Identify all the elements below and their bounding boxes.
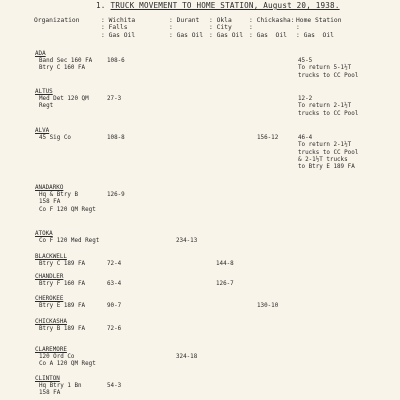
home-station-value: To return 2-1½T xyxy=(298,142,352,149)
wichita-falls-value: 27-3 xyxy=(107,96,122,103)
town-name: ADA xyxy=(35,51,46,57)
header-organization: Organization xyxy=(34,17,80,24)
town-name: CHICKASHA xyxy=(35,319,67,325)
unit-name: 45 Sig Co xyxy=(39,135,71,142)
unit-name: Btry B 189 FA xyxy=(39,326,86,333)
unit-name: Regt xyxy=(39,103,54,110)
header-okla-city: : Okla : City : Gas Oil xyxy=(209,17,244,39)
town-name: ALTUS xyxy=(35,89,53,95)
wichita-falls-value: 72-4 xyxy=(107,261,122,268)
unit-name: Co F 120 QM Regt xyxy=(39,206,96,213)
unit-name: Band Sec 160 FA xyxy=(39,58,93,65)
unit-name: 158 FA xyxy=(39,390,61,397)
wichita-falls-value: 108-8 xyxy=(107,135,125,142)
wichita-falls-value: 63-4 xyxy=(107,281,122,288)
town-name: CLAREMORE xyxy=(35,347,67,353)
durant-value: 234-13 xyxy=(176,238,198,245)
unit-name: Btry C 189 FA xyxy=(39,261,86,268)
town-name: CHANDLER xyxy=(35,274,64,280)
header-chickasha: : Chickasha: : : Gas Oil xyxy=(249,17,295,39)
unit-name: Btry E 189 FA xyxy=(39,303,86,310)
unit-name: Btry C 160 FA xyxy=(39,65,86,72)
wichita-falls-value: 126-9 xyxy=(107,192,125,199)
home-station-value: to Btry E 189 FA xyxy=(298,164,355,170)
wichita-falls-value: 90-7 xyxy=(107,303,122,310)
home-station-value: trucks to CC Pool xyxy=(298,110,359,117)
home-station-value: 45-5 xyxy=(298,58,313,65)
home-station-value: 46-4 xyxy=(298,135,313,142)
town-name: ALVA xyxy=(35,128,50,134)
unit-name: Co A 120 QM Regt xyxy=(39,361,96,368)
document-number: 1. xyxy=(96,1,106,10)
wichita-falls-value: 54-3 xyxy=(107,383,122,390)
unit-name: Btry F 160 FA xyxy=(39,281,86,288)
home-station-value: To return 5-1½T xyxy=(298,65,352,72)
home-station-value: To return 2-1½T xyxy=(298,103,352,110)
home-station-value: trucks to CC Pool xyxy=(298,72,359,79)
wichita-falls-value: 108-6 xyxy=(107,58,125,65)
chickasha-value: 156-12 xyxy=(257,135,279,142)
unit-name: 120 Ord Co xyxy=(39,354,75,361)
town-name: CLINTON xyxy=(35,376,60,382)
unit-name: Med Det 120 QM xyxy=(39,96,89,103)
okla-city-value: 126-7 xyxy=(216,281,234,288)
unit-name: 158 FA xyxy=(39,199,61,206)
wichita-falls-value: 72-6 xyxy=(107,326,122,333)
town-name: BLACKWELL xyxy=(35,254,67,260)
town-name: ANADARKO xyxy=(35,185,64,191)
unit-name: Co F 120 Med Regt xyxy=(39,238,100,245)
chickasha-value: 130-10 xyxy=(257,303,279,310)
town-name: ATOKA xyxy=(35,231,53,237)
home-station-value: trucks to CC Pool xyxy=(298,149,359,156)
okla-city-value: 144-8 xyxy=(216,261,234,268)
document-title xyxy=(96,1,340,10)
town-name: CHEROKEE xyxy=(35,296,64,302)
home-station-value: & 2-1½T trucks xyxy=(298,156,348,163)
document-title-text: TRUCK MOVEMENT TO HOME STATION, August 20, 1938. xyxy=(110,1,340,10)
durant-value: 324-18 xyxy=(176,354,198,361)
header-durant: : Durant : : Gas Oil xyxy=(169,17,204,39)
header-wichita-falls: : Wichita : Falls : Gas Oil xyxy=(101,17,136,39)
unit-name: Hq & Btry B xyxy=(39,192,79,199)
unit-name: Hq Btry 1 Bn xyxy=(39,383,82,390)
home-station-value: 12-2 xyxy=(298,96,313,103)
header-home-station: Home Station : : Gas Oil xyxy=(296,17,342,39)
